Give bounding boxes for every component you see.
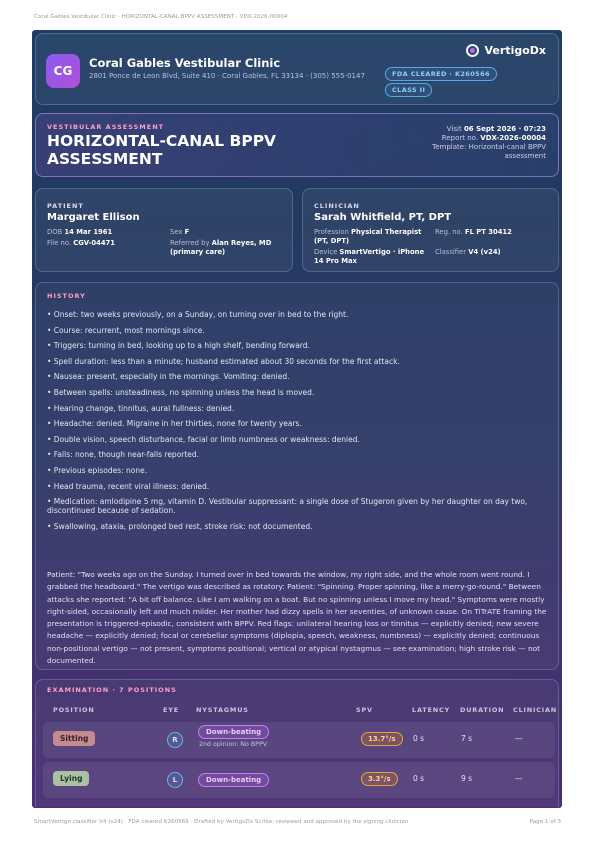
brand	[466, 44, 546, 57]
clinician-card	[302, 188, 559, 272]
col-latency: LATENCY	[412, 706, 451, 714]
patient-dob	[47, 228, 112, 237]
spv-badge: 3.3°/s	[361, 772, 398, 786]
history-item: • Double vision, speech disturbance, facial or limb numbness or weakness: denied.	[47, 434, 360, 444]
spv-badge: 13.7°/s	[361, 732, 403, 746]
file-label: File no.	[47, 239, 72, 247]
history-item: • Headache: denied. Migraine in her thirties, none for twenty years.	[47, 419, 302, 429]
history-item: • Course: recurrent, most mornings since.	[47, 325, 205, 335]
history-item: • Spell duration: less than a minute; husband estimated about 30 seconds for the first attack.	[47, 356, 400, 366]
col-duration: DURATION	[460, 706, 505, 714]
second-opinion-text: 2nd opinion: No BPPV	[199, 741, 268, 748]
history-section-label: HISTORY	[47, 292, 86, 300]
reg-value: FL PT 30412	[464, 228, 512, 236]
duration-value: 9 s	[461, 774, 473, 783]
clinician-value: —	[515, 774, 523, 783]
clinician-profession	[314, 228, 426, 245]
device-label: Device	[314, 248, 338, 256]
clinician-section-label: CLINICIAN	[314, 202, 360, 210]
table-row[interactable]	[43, 722, 555, 758]
visit-info	[406, 125, 546, 161]
brand-name: VertigoDx	[484, 44, 546, 57]
template-label: Template:	[432, 143, 467, 151]
report-eyebrow: VESTIBULAR ASSESSMENT	[47, 123, 165, 131]
profession-value: Physical Therapist (PT, DPT)	[314, 228, 422, 245]
device-value: SmartVertigo · iPhone 14 Pro Max	[314, 248, 425, 265]
page-number: Page 1 of 3	[529, 819, 561, 825]
clinician-device	[314, 248, 426, 265]
referred-value: Alan Reyes, MD (primary care)	[170, 239, 272, 256]
clinic-name: Coral Gables Vestibular Clinic	[89, 56, 281, 70]
history-list	[47, 310, 551, 537]
patient-referrer	[170, 239, 288, 256]
history-item: • Swallowing, ataxia, prolonged bed rest, stroke risk: not documented.	[47, 521, 313, 531]
history-item: • Falls: none, though near-falls reported.	[47, 450, 200, 460]
eye-badge: R	[167, 732, 183, 748]
history-item: • Triggers: turning in bed, looking up to a high shelf, bending forward.	[47, 341, 310, 351]
position-badge: Lying	[53, 771, 89, 786]
history-item: • Head trauma, recent viral illness: denied.	[47, 481, 210, 491]
history-item: • Previous episodes: none.	[47, 465, 148, 475]
profession-label: Profession	[314, 228, 349, 236]
page-header-text: Coral Gables Vestibular Clinic · HORIZONTAL-CANAL BPPV ASSESSMENT · VDX-2026-00004	[34, 14, 288, 20]
latency-value: 0 s	[413, 774, 425, 783]
sex-label: Sex	[170, 228, 183, 236]
dob-value: 14 Mar 1961	[64, 228, 113, 236]
footer-text: SmartVertigo classifier V4 (v24) · FDA cleared K260566 · Drafted by VertigoDx Scribe; reviewed and approved by the signing clinician	[34, 819, 409, 825]
clinic-logo: CG	[46, 54, 80, 88]
visit-label: Visit	[446, 125, 462, 133]
col-nystagmus: NYSTAGMUS	[196, 706, 249, 714]
fda-cleared-badge: FDA CLEARED · K260566	[385, 67, 497, 81]
patient-card	[35, 188, 293, 272]
nystagmus-badge: Down-beating	[198, 725, 269, 739]
clinician-classifier	[435, 248, 501, 257]
template-value: Horizontal-canal BPPV assessment	[468, 143, 546, 160]
referred-label: Referred by	[170, 239, 210, 247]
col-clinician: CLINICIAN	[513, 706, 558, 714]
dob-label: DOB	[47, 228, 63, 236]
report-title-card	[35, 113, 559, 177]
col-spv: SPV	[356, 706, 373, 714]
history-item: • Hearing change, tinnitus, aural fullness: denied.	[47, 403, 235, 413]
classifier-value: V4 (v24)	[468, 248, 501, 256]
report-title: HORIZONTAL-CANAL BPPV ASSESSMENT	[47, 132, 277, 168]
sex-value: F	[184, 228, 190, 236]
file-value: CGV-04471	[73, 239, 116, 247]
clinic-header	[35, 33, 559, 105]
patient-file-no	[47, 239, 115, 248]
clinician-value: —	[515, 734, 523, 743]
clinician-name: Sarah Whitfield, PT, DPT	[314, 212, 452, 223]
position-badge: Sitting	[53, 731, 95, 746]
classifier-label: Classifier	[435, 248, 467, 256]
patient-name: Margaret Ellison	[47, 212, 140, 223]
col-position: POSITION	[53, 706, 95, 714]
col-eye: EYE	[163, 706, 179, 714]
clinic-address: 2801 Ponce de Leon Blvd, Suite 410 · Coral Gables, FL 33134 · (305) 555-0147	[89, 72, 365, 80]
history-card	[35, 282, 559, 670]
table-row[interactable]	[43, 762, 555, 798]
nystagmus-badge: Down-beating	[198, 773, 269, 787]
device-class-badge: CLASS II	[385, 83, 432, 97]
visit-value: 06 Sept 2026 · 07:23	[463, 125, 546, 133]
reg-label: Reg. no.	[435, 228, 463, 236]
duration-value: 7 s	[461, 734, 473, 743]
examination-card	[35, 679, 559, 807]
eye-badge: L	[167, 772, 183, 788]
history-narrative: Patient: "Two weeks ago on the Sunday. I turned over in bed towards the window, my right side, and the whole room went round. I grabbed the headboard." The vertigo was described as rotatory: Patient: "Spinning. Proper spinning, like a merry-go-round." Between attacks she reported: "A bit off balance. Like I am walking on a boat. But no spinning unless I move my head." Symptoms were mostly right-sided, occasionally left and much milder. Her mother had dizzy spells in her seventies, of unknown cause. On TiTrATE framing the presentation is triggered-episodic, consistent with BPPV. Red flags: unilateral hearing loss or tinnitus — explicitly denied; new severe headache — explicitly denied; focal or cerebellar symptoms (diplopia, speech, weakness, numbness) — explicitly denied; continuous non-positional vertigo — not present, symptoms positional; vertical or atypical nystagmus — see examination; high stroke risk — not documented.	[47, 570, 547, 666]
report-no-value: VDX-2026-00004	[480, 134, 546, 142]
latency-value: 0 s	[413, 734, 425, 743]
history-item: • Medication: amlodipine 5 mg, vitamin D. Vestibular suppressant: a single dose of Stugeron given by her daughter on day two, discontinued because of sedation.	[47, 497, 528, 516]
patient-section-label: PATIENT	[47, 202, 84, 210]
report-sheet	[32, 30, 562, 808]
examination-section-label: EXAMINATION · 7 POSITIONS	[47, 686, 177, 694]
brand-logo-icon	[466, 44, 479, 57]
report-no-label: Report no.	[441, 134, 479, 142]
history-item: • Between spells: unsteadiness, no spinning unless the head is moved.	[47, 387, 315, 397]
history-item: • Nausea: present, especially in the mornings. Vomiting: denied.	[47, 372, 290, 382]
clinician-reg-no	[435, 228, 512, 237]
history-item: • Onset: two weeks previously, on a Sunday, on turning over in bed to the right.	[47, 310, 349, 319]
patient-sex	[170, 228, 189, 237]
